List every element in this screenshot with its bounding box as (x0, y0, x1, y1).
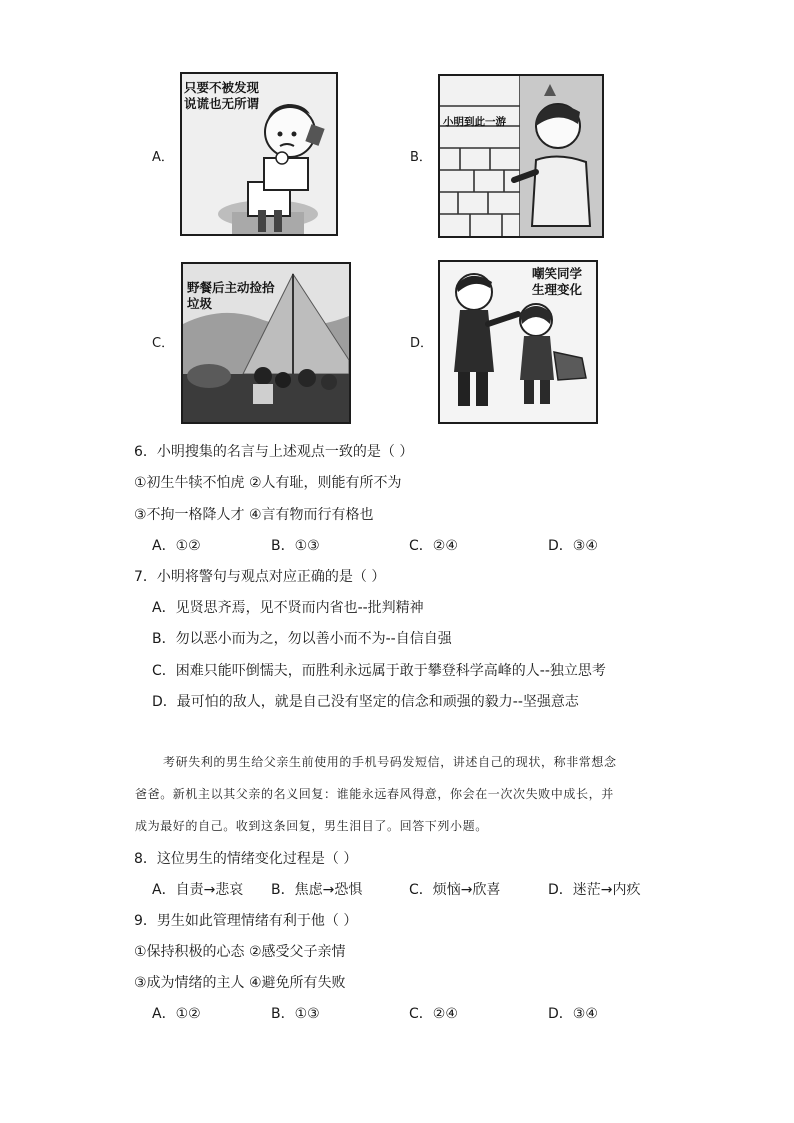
q6-items-row1: ①初生牛犊不怕虎 ②人有耻，则能有所不为 (134, 475, 402, 491)
caption-a-line1: 只要不被发现 (184, 80, 260, 95)
image-c-photo (181, 262, 351, 424)
wall-graffiti-illustration (440, 76, 602, 236)
image-d-cartoon (438, 260, 598, 424)
option-a-label: A． (152, 150, 174, 165)
q9-choice-c[interactable]: C．②④ (409, 1006, 458, 1022)
caption-c-line1: 野餐后主动捡拾 (187, 280, 275, 295)
q6-stem: 6．小明搜集的名言与上述观点一致的是（ ） (134, 444, 414, 460)
image-b-cartoon (438, 74, 604, 238)
q6-choice-c[interactable]: C．②④ (409, 538, 458, 554)
q8-choice-a[interactable]: A．自责→悲哀 (152, 882, 244, 898)
caption-c-line2: 垃圾 (187, 295, 213, 311)
passage-line3: 成为最好的自己。收到这条回复，男生泪目了。回答下列小题。 (135, 819, 488, 833)
q8-stem: 8．这位男生的情绪变化过程是（ ） (134, 851, 358, 867)
passage-line1: 考研失利的男生给父亲生前使用的手机号码发短信，讲述自己的现状，称非常想念 (163, 755, 617, 769)
q9-choice-b[interactable]: B．①③ (271, 1006, 320, 1022)
q8-choice-b[interactable]: B．焦虑→恐惧 (271, 882, 363, 898)
q7-stem: 7．小明将警句与观点对应正确的是（ ） (134, 569, 386, 585)
reading-passage (135, 746, 675, 842)
caption-b: 小明到此一游 (443, 116, 506, 128)
q7-option-b[interactable]: B．勿以恶小而为之，勿以善小而不为--自信自强 (152, 631, 452, 647)
q9-items-row1: ①保持积极的心态 ②感受父子亲情 (134, 944, 346, 960)
caption-a-line2: 说谎也无所谓 (184, 95, 260, 111)
q7-option-d[interactable]: D．最可怕的敌人，就是自己没有坚定的信念和顽强的毅力--坚强意志 (152, 694, 579, 710)
q9-items-row2: ③成为情绪的主人 ④避免所有失败 (134, 975, 346, 991)
passage-line2: 爸爸。新机主以其父亲的名义回复：谁能永远春风得意，你会在一次次失败中成长，并 (135, 787, 614, 801)
q6-choice-a[interactable]: A．①② (152, 538, 201, 554)
option-b-label: B． (410, 150, 432, 165)
q8-choice-d[interactable]: D．迷茫→内疚 (548, 882, 641, 898)
q9-choice-d[interactable]: D．③④ (548, 1006, 598, 1022)
q8-choice-c[interactable]: C．烦恼→欣喜 (409, 882, 501, 898)
q7-option-c[interactable]: C．困难只能吓倒懦夫，而胜利永远属于敢于攀登科学高峰的人--独立思考 (152, 663, 606, 679)
q6-choice-b[interactable]: B．①③ (271, 538, 320, 554)
q6-items-row2: ③不拘一格降人才 ④言有物而行有格也 (134, 507, 374, 523)
option-d-label: D． (410, 336, 434, 351)
q9-stem: 9．男生如此管理情绪有利于他（ ） (134, 913, 358, 929)
image-a-cartoon (180, 72, 338, 236)
caption-d-line2: 生理变化 (532, 281, 583, 297)
caption-d-line1: 嘲笑同学 (532, 266, 583, 281)
q6-choice-d[interactable]: D．③④ (548, 538, 598, 554)
q7-option-a[interactable]: A．见贤思齐焉，见不贤而内省也--批判精神 (152, 600, 424, 616)
q9-choice-a[interactable]: A．①② (152, 1006, 201, 1022)
option-c-label: C． (152, 336, 175, 351)
